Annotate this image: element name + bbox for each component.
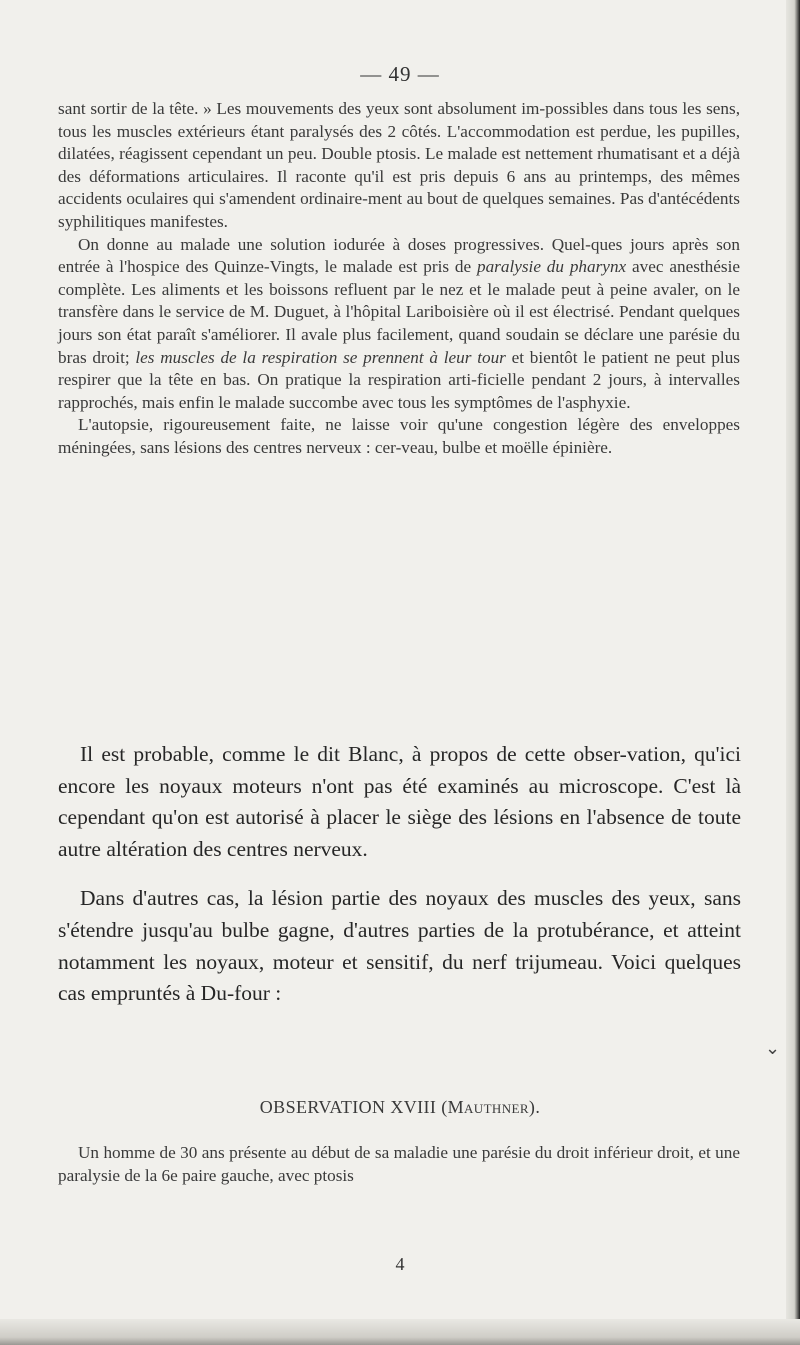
italic-phrase-pharynx: paralysie du pharynx (476, 257, 627, 277)
observation-author: Mauthner (447, 1097, 529, 1117)
paragraph-commentary: Il est probable, comme le dit Blanc, à propos de cette obser-vation, qu'ici encore les noyaux moteurs n'ont pas été examinés au microscope. C'est là cependant qu'on est autorisé à placer le siège des lésions en l'absence de toute autre altération des centres nerveux. (58, 742, 741, 861)
paragraph-case-history: sant sortir de la tête. » Les mouvements des yeux sont absolument im-possibles dans tous les sens, tous les muscles extérieurs étant paralysés des 2 côtés. L'accommodation est perdue, les pupilles, dilatées, réagissent cependant un peu. Double ptosis. Le malade est nettement rhumatisant et a déjà des déformations articulaires. Il raconte qu'il est pris depuis 6 ans au printemps, des mêmes accidents oculaires qui s'amendent ordinaire-ment au bout de quelques semaines. Pas d'antécédents syphilitiques manifestes. (58, 99, 740, 231)
page-number: — 49 — (360, 62, 440, 86)
commentary-block (58, 739, 741, 1010)
paragraph-treatment: On donne au malade une solution iodurée à doses progressives. Quel-ques jours après son entrée à l'hospice des Quinze-Vingts, le malade est pris de paralysie du pharynx avec anesthésie complète. Les aliments et les boissons refluent par le nez et le malade peut à peine avaler, on le transfère dans le service de M. Duguet, à l'hôpital Lariboisière où il est électrisé. Pendant quelques jours son état paraît s'améliorer. Il avale plus facilement, quand soudain se déclare une parésie du bras droit; les muscles de la respiration se prennent à leur tour et bientôt le patient ne peut plus respirer que la tête en bas. On pratique la respiration arti-ficielle pendant 2 jours, à intervalles rapprochés, mais enfin le malade succombe avec tous les symptômes de l'asphyxie. (58, 234, 740, 412)
page-bottom-edge (0, 1319, 800, 1345)
margin-mark: ⌄ (765, 1038, 781, 1058)
paragraph-observation: Un homme de 30 ans présente au début de sa maladie une parésie du droit inférieur droit, et une paralysie de la 6e paire gauche, avec ptosis (58, 1143, 740, 1185)
paragraph-other-cases: Dans d'autres cas, la lésion partie des noyaux des muscles des yeux, sans s'étendre jusqu'au bulbe gagne, d'autres parties de la protubérance, et atteint notamment les noyaux, moteur et sensitif, du nerf trijumeau. Voici quelques cas empruntés à Du-four : (58, 886, 741, 1006)
page-right-edge (786, 0, 800, 1345)
observation-block (58, 1142, 740, 1187)
case-report-block (58, 98, 740, 460)
observation-heading: OBSERVATION XVIII (Mauthner). (259, 1097, 541, 1117)
signature-mark: 4 (395, 1254, 405, 1274)
italic-phrase-respiration: les muscles de la respiration se prennent à leur tour (135, 347, 506, 367)
paragraph-autopsy: L'autopsie, rigoureusement faite, ne laisse voir qu'une congestion légère des enveloppes méningées, sans lésions des centres nerveux : cer-veau, bulbe et moëlle épinière. (58, 415, 740, 457)
